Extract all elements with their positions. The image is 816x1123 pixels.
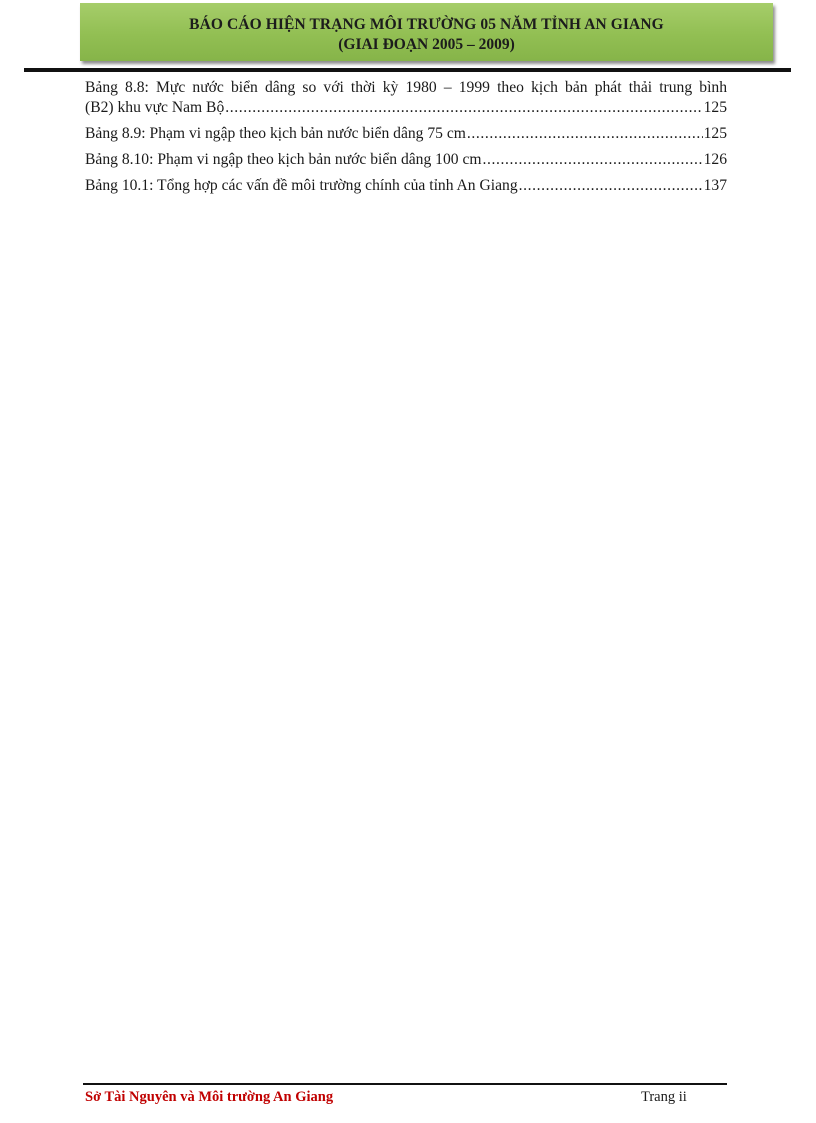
toc-entry[interactable] bbox=[85, 176, 727, 196]
footer-organization: Sở Tài Nguyên và Môi trường An Giang bbox=[85, 1089, 334, 1105]
toc-page-number: 125 bbox=[703, 99, 727, 116]
toc-entry[interactable] bbox=[85, 150, 727, 170]
table-of-contents bbox=[85, 78, 727, 202]
toc-entry-text: Bảng 8.10: Phạm vi ngập theo kịch bản nước biển dâng 100 cm bbox=[85, 151, 482, 168]
footer-divider bbox=[83, 1083, 727, 1085]
toc-page-number: 137 bbox=[703, 177, 727, 194]
toc-entry-text-continued: (B2) khu vực Nam Bộ bbox=[85, 99, 225, 116]
toc-leader-dots bbox=[467, 124, 703, 144]
header-divider bbox=[24, 68, 791, 72]
toc-entry-text: Bảng 8.9: Phạm vi ngập theo kịch bản nước biển dâng 75 cm bbox=[85, 125, 466, 142]
toc-leader-dots bbox=[225, 98, 702, 118]
header-banner bbox=[80, 3, 773, 61]
toc-page-number: 126 bbox=[703, 151, 727, 168]
report-period: (GIAI ĐOẠN 2005 – 2009) bbox=[338, 36, 515, 53]
footer-page-number: Trang ii bbox=[641, 1089, 687, 1105]
toc-leader-dots bbox=[519, 176, 703, 196]
report-title: BÁO CÁO HIỆN TRẠNG MÔI TRƯỜNG 05 NĂM TỈNH AN GIANG bbox=[189, 16, 664, 33]
toc-entry[interactable] bbox=[85, 124, 727, 144]
toc-leader-dots bbox=[483, 150, 703, 170]
toc-entry-text: Bảng 10.1: Tổng hợp các vấn đề môi trường chính của tỉnh An Giang bbox=[85, 177, 518, 194]
toc-page-number: 125 bbox=[703, 125, 727, 142]
toc-entry-text: Bảng 8.8: Mực nước biển dâng so với thời kỳ 1980 – 1999 theo kịch bản phát thải trung bình bbox=[85, 79, 727, 96]
toc-entry[interactable] bbox=[85, 78, 727, 118]
